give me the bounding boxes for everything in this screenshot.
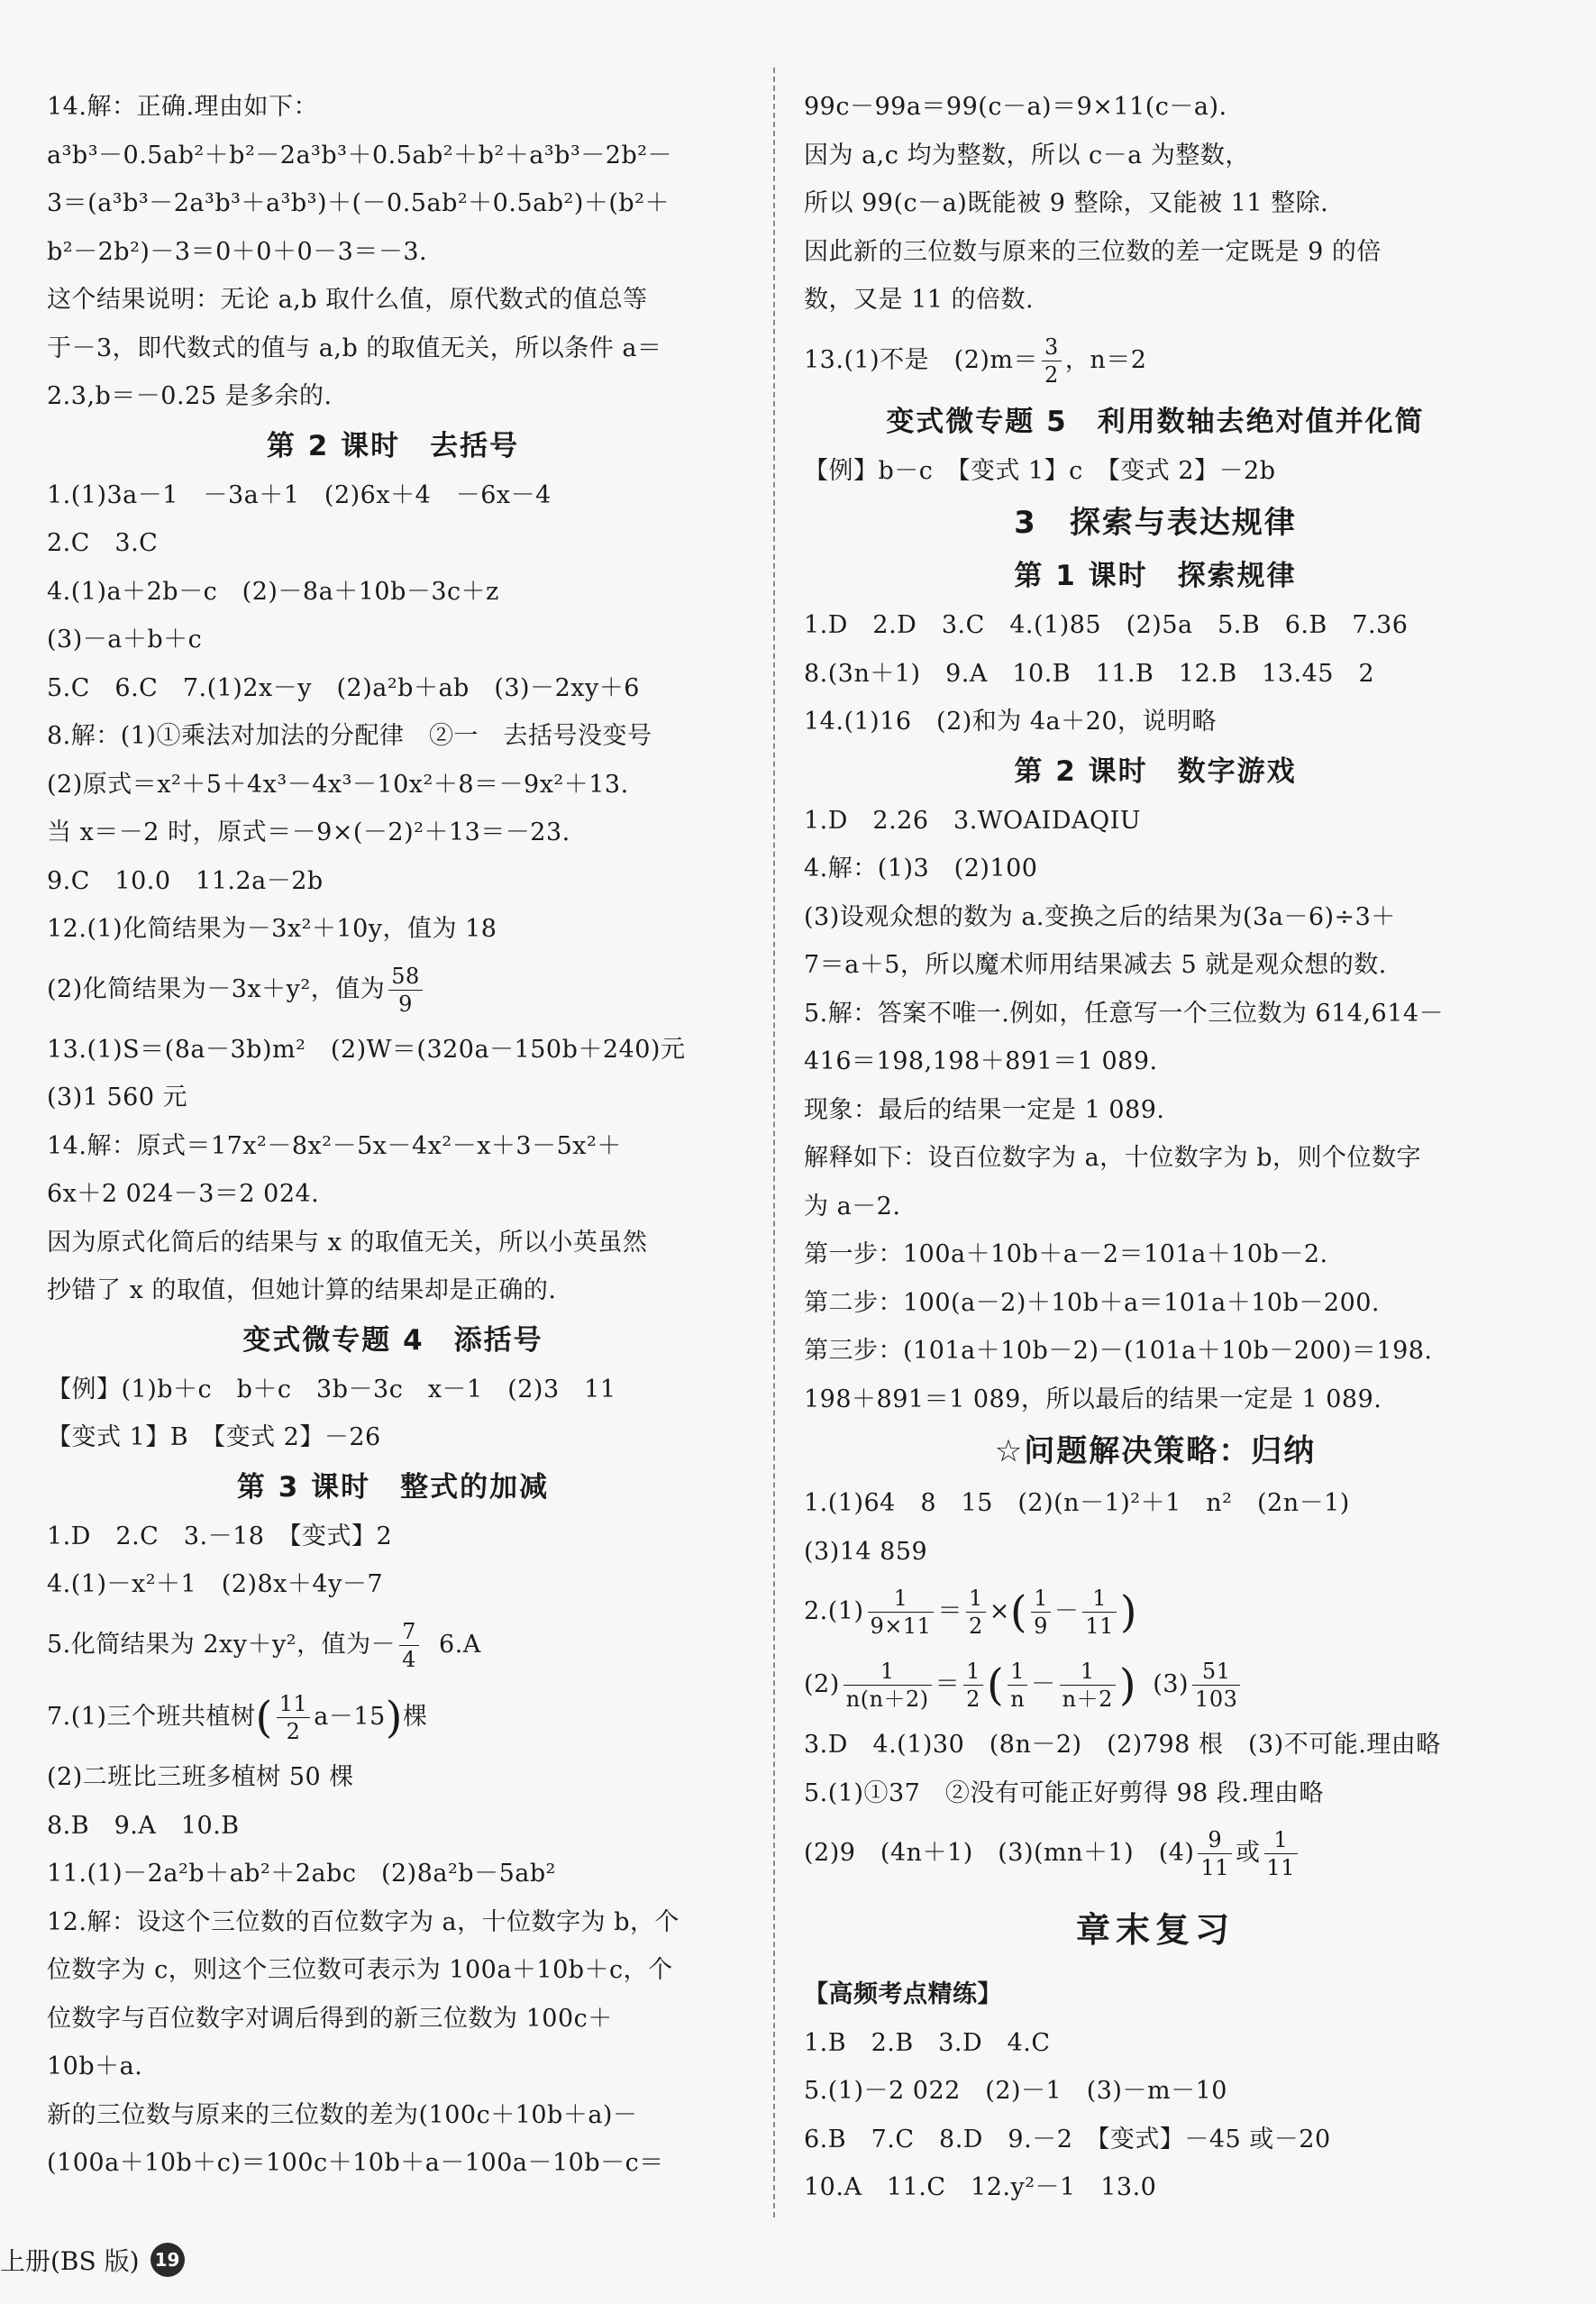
answer-line: 8.(3n＋1) 9.A 10.B 11.B 12.B 13.45 2 — [804, 659, 1375, 688]
answer-line: 2.(1) $\frac{1}{9\times 11}$ ＝ $\frac{1}{2}$ ×( $\frac{1}{9}$ － $\frac{1}{11}$ ) — [804, 1586, 1138, 1639]
answer-line: 第一步：100a＋10b＋a－2＝101a＋10b－2. — [804, 1240, 1328, 1268]
chapter-review-heading: 章末复习 — [1075, 1910, 1235, 1950]
fraction — [1060, 1658, 1116, 1713]
answer-line: 14.解：正确.理由如下： — [47, 93, 319, 121]
answer-line: b²－2b²)－3＝0＋0＋0－3＝－3. — [47, 237, 428, 266]
answer-line: (2)原式＝x²＋5＋4x³－4x³－10x²＋8＝－9x²＋13. — [47, 770, 629, 799]
numerator: 58 — [388, 963, 423, 991]
answer-line — [47, 954, 739, 1026]
answer-line: 11.(1)－2a²b＋ab²＋2abc (2)8a²b－5ab² — [47, 1860, 556, 1888]
section-heading: 3 探索与表达规律 — [1014, 505, 1297, 541]
numerator: 1 — [1082, 1585, 1117, 1613]
answer-line: 3.D 4.(1)30 (8n－2) (2)798 根 (3)不可能.理由略 — [804, 1731, 1441, 1759]
answer-line — [47, 1609, 739, 1681]
answer-line: 7.(1)三个班共植树( $\frac{11}{2}$ a－15)棵 — [47, 1690, 428, 1744]
answer-line: 这个结果说明：无论 a,b 取什么值，原代数式的值总等 — [47, 286, 648, 314]
answer-text: 或 — [1236, 1839, 1261, 1867]
answer-text: 2.(1) — [804, 1597, 864, 1625]
denominator: 2 — [286, 1718, 301, 1744]
answer-line: 解释如下：设百位数字为 a，十位数字为 b，则个位数字 — [804, 1144, 1422, 1172]
answer-line: 4.解：(1)3 (2)100 — [804, 855, 1038, 882]
fraction — [388, 963, 423, 1018]
answer-line: 6.B 7.C 8.D 9.－2 【变式】－45 或－20 — [804, 2125, 1331, 2153]
answer-line: 198＋891＝1 089，所以最后的结果一定是 1 089. — [804, 1385, 1382, 1413]
answer-line: 位数字与百位数字对调后得到的新三位数为 100c＋ — [47, 2004, 613, 2033]
answer-text: a－15 — [314, 1702, 386, 1731]
answer-line: 1.D 2.D 3.C 4.(1)85 (2)5a 5.B 6.B 7.36 — [804, 611, 1409, 639]
right-column — [804, 83, 1507, 2212]
answer-line: 3＝(a³b³－2a³b³＋a³b³)＋(－0.5ab²＋0.5ab²)＋(b²＋ — [47, 189, 670, 217]
answer-text: 6.A — [439, 1630, 481, 1659]
fraction — [844, 1658, 932, 1713]
answer-line: 8.解：(1)①乘法对加法的分配律 ②一 去括号没变号 — [47, 722, 652, 750]
numerator: 1 — [1060, 1658, 1116, 1686]
answer-text: 13.(1)不是 (2)m＝ — [804, 345, 1039, 374]
answer-line: 10b＋a. — [47, 2053, 143, 2080]
answer-line: 【例】(1)b＋c b＋c 3b－3c x－1 (2)3 11 — [47, 1375, 616, 1403]
numerator: 1 — [868, 1585, 935, 1613]
answer-text: 7.(1)三个班共植树 — [47, 1702, 256, 1731]
answer-line: (3)1 560 元 — [47, 1083, 188, 1111]
section-heading: 变式微专题 5 利用数轴去绝对值并化简 — [886, 405, 1425, 438]
answer-line — [804, 1817, 1507, 1889]
denominator: 103 — [1195, 1686, 1238, 1712]
answer-line: 5.(1)①37 ②没有可能正好剪得 98 段.理由略 — [804, 1778, 1324, 1807]
answer-text: 5.化简结果为 2xy＋y²，值为－ — [47, 1630, 397, 1659]
answer-line: 因为 a,c 均为整数，所以 c－a 为整数， — [804, 141, 1250, 169]
page-footer — [0, 2242, 185, 2278]
answer-line: 6x＋2 024－3＝2 024. — [47, 1180, 320, 1208]
fraction — [1192, 1658, 1240, 1713]
answer-line: 1.B 2.B 3.D 4.C — [804, 2028, 1051, 2057]
answer-line: 5.(1)－2 022 (2)－1 (3)－m－10 — [804, 2077, 1227, 2105]
denominator: 9 — [1034, 1614, 1048, 1639]
section-heading: 第 2 课时 数字游戏 — [1014, 754, 1297, 788]
denominator: 4 — [402, 1646, 416, 1672]
answer-line: 99c－99a＝99(c－a)＝9×11(c－a). — [804, 93, 1227, 121]
answer-line — [804, 325, 1507, 397]
answer-line: 【例】b－c 【变式 1】c 【变式 2】－2b — [804, 456, 1276, 485]
answer-line: (2) $\frac{1}{n(n+2)}$ ＝ $\frac{1}{2}$ ( $\frac{1}{n}$ － $\frac{1}{n+2}$ ) (3) $\frac{51}{103}$ — [804, 1649, 1507, 1722]
numerator: 1 — [963, 1658, 983, 1686]
answer-line: 2.C 3.C — [47, 529, 159, 557]
answer-line: 7＝a＋5，所以魔术师用结果减去 5 就是观众想的数. — [804, 951, 1387, 979]
fraction — [1031, 1585, 1051, 1640]
answer-text: (3) — [1153, 1669, 1190, 1698]
answer-line: 2.3,b＝－0.25 是多余的. — [47, 382, 333, 410]
numerator: 11 — [277, 1690, 311, 1718]
answer-line: 10.A 11.C 12.y²－1 13.0 — [804, 2173, 1157, 2201]
fraction — [1264, 1826, 1299, 1881]
fraction — [963, 1658, 983, 1713]
fraction — [966, 1585, 986, 1640]
fraction — [399, 1618, 419, 1673]
numerator: 7 — [399, 1618, 419, 1646]
section-heading: 变式微专题 4 添括号 — [242, 1323, 543, 1357]
section-heading: 第 2 课时 去括号 — [266, 429, 520, 462]
answer-line: 因此新的三位数与原来的三位数的差一定既是 9 的倍 — [804, 237, 1382, 266]
answer-line: (100a＋10b＋c)＝100c＋10b＋a－100a－10b－c＝ — [47, 2149, 664, 2177]
answer-line: 位数字为 c，则这个三位数可表示为 100a＋10b＋c，个 — [47, 1956, 673, 1984]
answer-line: (3)－a＋b＋c — [47, 626, 203, 654]
denominator: 11 — [1200, 1855, 1230, 1880]
fraction — [1082, 1585, 1117, 1640]
denominator: n＋2 — [1062, 1686, 1113, 1712]
answer-line: 1.D 2.C 3.－18 【变式】2 — [47, 1522, 393, 1550]
denominator: 2 — [1044, 361, 1059, 388]
answer-line: 当 x＝－2 时，原式＝－9×(－2)²＋13＝－23. — [47, 818, 570, 846]
answer-line: 1.(1)3a－1 －3a＋1 (2)6x＋4 －6x－4 — [47, 480, 552, 509]
answer-line: 14.(1)16 (2)和为 4a＋20，说明略 — [804, 708, 1218, 736]
fraction — [277, 1690, 311, 1745]
denominator: 11 — [1085, 1614, 1114, 1639]
answer-line: (2)二班比三班多植树 50 棵 — [47, 1763, 354, 1791]
answer-line: 于－3，即代数式的值与 a,b 的取值无关，所以条件 a＝ — [47, 334, 662, 362]
answer-text: 棵 — [403, 1702, 428, 1731]
answer-line: 14.解：原式＝17x²－8x²－5x－4x²－x＋3－5x²＋ — [47, 1131, 622, 1160]
section-heading: 第 3 课时 整式的加减 — [236, 1470, 550, 1504]
subsection-label: 【高频考点精练】 — [804, 1980, 1002, 2008]
answer-line: 12.解：设这个三位数的百位数字为 a，十位数字为 b，个 — [47, 1907, 679, 1936]
answer-line: (3)14 859 — [804, 1537, 928, 1566]
answer-line: 抄错了 x 的取值，但她计算的结果却是正确的. — [47, 1276, 557, 1304]
page-number: 19 — [150, 2243, 185, 2277]
answer-text: (2)化简结果为－3x＋y²，值为 — [47, 974, 386, 1003]
answer-line: 5.C 6.C 7.(1)2x－y (2)a²b＋ab (3)－2xy＋6 — [47, 673, 640, 702]
answer-line: 8.B 9.A 10.B — [47, 1811, 240, 1840]
answer-line: 第二步：100(a－2)＋10b＋a＝101a＋10b－200. — [804, 1288, 1381, 1317]
answer-text: ，n＝2 — [1064, 345, 1147, 374]
denominator: 11 — [1266, 1855, 1296, 1880]
section-heading: 第 1 课时 探索规律 — [1014, 560, 1297, 592]
denominator: 2 — [966, 1686, 980, 1712]
numerator: 1 — [1031, 1585, 1051, 1613]
answer-line: 9.C 10.0 11.2a－2b — [47, 866, 324, 895]
section-heading: ☆问题解决策略：归纳 — [994, 1433, 1317, 1469]
answer-line: 为 a－2. — [804, 1192, 901, 1221]
answer-line: 现象：最后的结果一定是 1 089. — [804, 1095, 1165, 1124]
answer-line: 13.(1)S＝(8a－3b)m² (2)W＝(320a－150b＋240)元 — [47, 1035, 686, 1064]
fraction — [1042, 334, 1062, 389]
numerator: 3 — [1042, 334, 1062, 361]
answer-line: 416＝198,198＋891＝1 089. — [804, 1047, 1158, 1075]
denominator: 2 — [968, 1614, 983, 1639]
answer-line: 新的三位数与原来的三位数的差为(100c＋10b＋a)－ — [47, 2100, 638, 2129]
numerator: 9 — [1198, 1826, 1232, 1854]
answer-line: 5.解：答案不唯一.例如，任意写一个三位数为 614,614－ — [804, 999, 1445, 1028]
answer-line: 4.(1)a＋2b－c (2)－8a＋10b－3c＋z — [47, 577, 499, 606]
numerator: 1 — [844, 1658, 932, 1686]
left-column — [47, 83, 739, 2188]
answer-line: 1.(1)64 8 15 (2)(n－1)²＋1 n² (2n－1) — [804, 1489, 1350, 1517]
fraction — [868, 1585, 935, 1640]
answer-line: 12.(1)化简结果为－3x²＋10y，值为 18 — [47, 915, 497, 943]
numerator: 1 — [1264, 1826, 1299, 1854]
answer-line: a³b³－0.5ab²＋b²－2a³b³＋0.5ab²＋b²＋a³b³－2b²－ — [47, 141, 673, 169]
denominator: n(n＋2) — [845, 1686, 929, 1712]
numerator: 1 — [1008, 1658, 1027, 1686]
fraction — [1198, 1826, 1232, 1881]
answer-line: 所以 99(c－a)既能被 9 整除，又能被 11 整除. — [804, 189, 1329, 217]
denominator: 9×11 — [870, 1614, 932, 1639]
answer-line: 4.(1)－x²＋1 (2)8x＋4y－7 — [47, 1570, 383, 1598]
answer-text: (2)9 (4n＋1) (3)(mn＋1) (4) — [804, 1839, 1195, 1867]
answer-line: 1.D 2.26 3.WOAIDAQIU — [804, 806, 1142, 835]
denominator: 9 — [398, 991, 413, 1017]
answer-line: 第三步：(101a＋10b－2)－(101a＋10b－200)＝198. — [804, 1337, 1433, 1365]
answer-text: (2) — [804, 1669, 840, 1698]
answer-line: (3)设观众想的数为 a.变换之后的结果为(3a－6)÷3＋ — [804, 902, 1396, 931]
fraction — [1008, 1658, 1027, 1713]
answer-line: 因为原式化简后的结果与 x 的取值无关，所以小英虽然 — [47, 1228, 648, 1257]
numerator: 1 — [966, 1585, 986, 1613]
denominator: n — [1010, 1686, 1026, 1712]
answer-line: 【变式 1】B 【变式 2】－26 — [47, 1423, 381, 1451]
column-divider — [773, 68, 775, 2217]
edition-label: 上册(BS 版) — [0, 2246, 140, 2276]
answer-line: 数，又是 11 的倍数. — [804, 286, 1035, 314]
numerator: 51 — [1192, 1658, 1240, 1686]
